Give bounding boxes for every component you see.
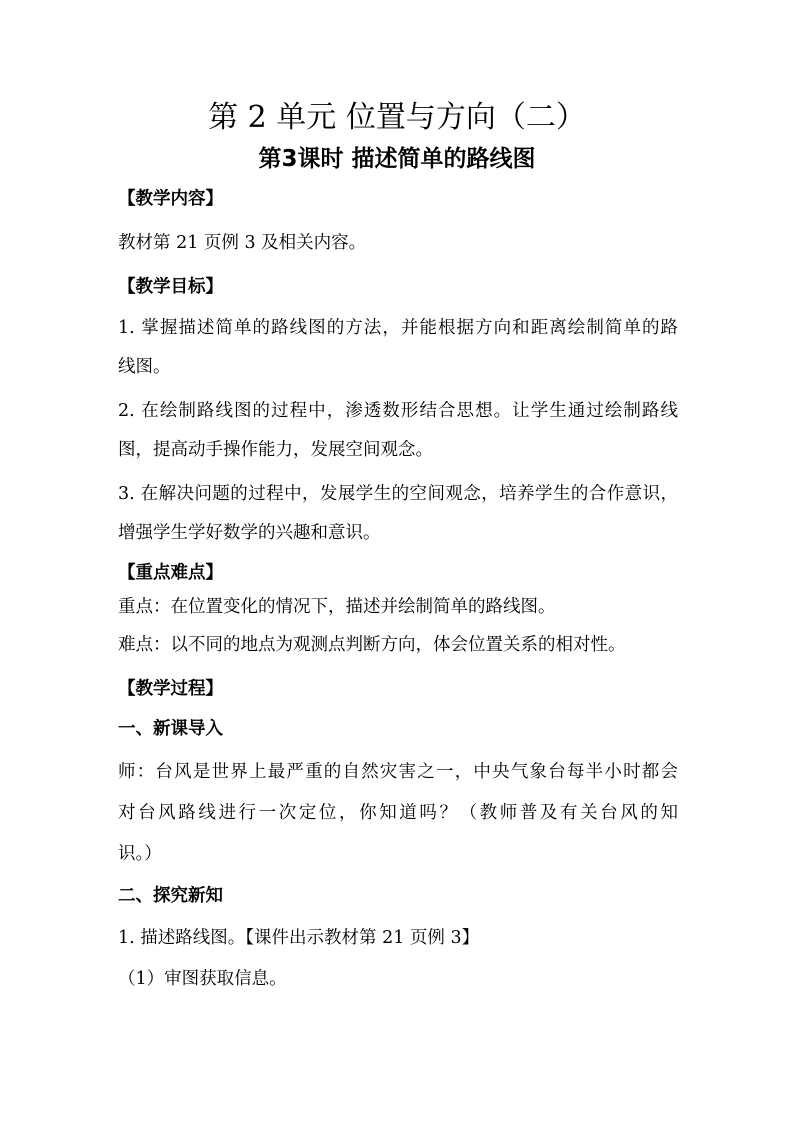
key-point: 重点：在位置变化的情况下，描述并绘制简单的路线图。	[118, 597, 556, 617]
unit-title: 第 2 单元 位置与方向（二）	[208, 100, 586, 135]
paragraph-content: 教材第 21 页例 3 及相关内容。	[118, 233, 367, 253]
difficult-point: 难点：以不同的地点为观测点判断方向，体会位置关系的相对性。	[118, 635, 626, 655]
objective-2-line-1: 2. 在绘制路线图的过程中，渗透数形结合思想。让学生通过绘制路线	[118, 401, 678, 421]
intro-line-1: 师：台风是世界上最严重的自然灾害之一，中央气象台每半小时都会	[118, 762, 678, 782]
explore-item-1: 1. 描述路线图。【课件出示教材第 21 页例 3】	[118, 928, 480, 948]
objective-2-line-2: 图，提高动手操作能力，发展空间观念。	[118, 440, 433, 460]
section-heading-key-points: 【重点难点】	[118, 563, 223, 583]
intro-line-2: 对台风路线进行一次定位，你知道吗？（教师普及有关台风的知	[118, 803, 678, 823]
objective-1-line-2: 线图。	[118, 357, 171, 377]
subsection-heading-intro: 一、新课导入	[118, 719, 223, 739]
objective-3-line-2: 增强学生学好数学的兴趣和意识。	[118, 523, 381, 543]
section-heading-content: 【教学内容】	[118, 189, 223, 209]
section-heading-process: 【教学过程】	[118, 679, 223, 699]
objective-3-line-1: 3. 在解决问题的过程中，发展学生的空间观念，培养学生的合作意识，	[118, 484, 678, 504]
section-heading-objectives: 【教学目标】	[118, 277, 223, 297]
explore-item-1-1: （1）审图获取信息。	[118, 969, 287, 989]
lesson-title: 第3课时 描述简单的路线图	[258, 146, 536, 172]
intro-line-3: 识。）	[118, 844, 162, 864]
objective-1-line-1: 1. 掌握描述简单的路线图的方法，并能根据方向和距离绘制简单的路	[118, 318, 678, 338]
subsection-heading-explore: 二、探究新知	[118, 886, 223, 906]
